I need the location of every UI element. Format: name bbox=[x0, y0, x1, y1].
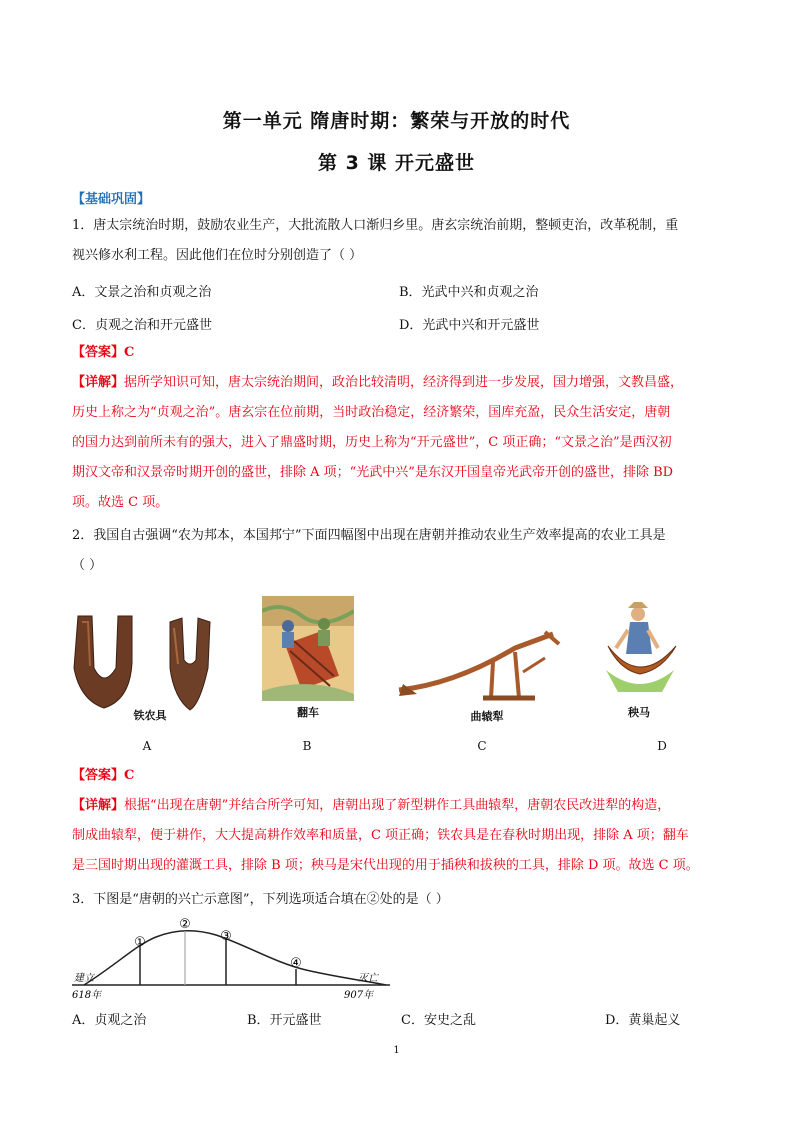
letter-b: B bbox=[302, 739, 312, 753]
q1-detail-line-1 bbox=[72, 370, 732, 396]
q1-option-a: A．文景之治和贞观之治 bbox=[72, 285, 212, 300]
answer-label: 【答案】 bbox=[72, 345, 125, 360]
lesson-title: 第 3 课 开元盛世 bbox=[317, 152, 476, 174]
q2-detail-line-3: 是三国时期出现的灌溉工具，排除 B 项；秧马是宋代出现的用于插秧和拔秧的工具，排除 D 项。故选 C 项。 bbox=[72, 858, 699, 873]
q2-detail-line-1 bbox=[72, 793, 732, 819]
q2-line-1: 2．我国自古强调“农为邦本，本国邦宁”下面四幅图中出现在唐朝并推动农业生产效率提高的农业工具是 bbox=[72, 528, 666, 543]
q1-option-b: B．光武中兴和贞观之治 bbox=[399, 285, 539, 300]
q3-line-1: 3．下图是“唐朝的兴亡示意图”，下列选项适合填在②处的是（ ） bbox=[72, 892, 449, 907]
tang-rise-fall-diagram bbox=[66, 915, 396, 1005]
marker-1: ① bbox=[134, 935, 146, 950]
q3-option-d: D．黄巢起义 bbox=[605, 1013, 681, 1028]
q1-line-2: 视兴修水利工程。因此他们在位时分别创造了（ ） bbox=[72, 248, 363, 263]
q3-option-a: A．贞观之治 bbox=[72, 1013, 147, 1028]
seedling-horse-image bbox=[602, 600, 678, 700]
iron-tools-image bbox=[70, 608, 230, 713]
letter-c: C bbox=[477, 739, 487, 753]
marker-2: ② bbox=[179, 917, 191, 932]
q1-detail-line-4: 期汉文帝和汉景帝时期开创的盛世，排除 A 项；“光武中兴”是东汉开国皇帝光武帝开创的盛世，排除 BD bbox=[72, 465, 674, 480]
letter-d: D bbox=[657, 739, 667, 753]
end-year: 907年 bbox=[344, 990, 374, 1001]
answer-value: C bbox=[124, 768, 135, 783]
section-label: 【基础巩固】 bbox=[72, 192, 151, 207]
q1-detail-line-3: 的国力达到前所未有的强大，进入了鼎盛时期，历史上称为“开元盛世”，C 项正确；“文景之治”是西汉初 bbox=[72, 435, 672, 450]
q1-option-d: D．光武中兴和开元盛世 bbox=[399, 318, 540, 333]
trend-curve bbox=[84, 931, 386, 985]
q2-line-2: （ ） bbox=[72, 558, 103, 573]
end-label: 灭亡 bbox=[358, 973, 378, 984]
page-number: 1 bbox=[393, 1045, 400, 1056]
q1-line-1: 1．唐太宗统治时期，鼓励农业生产，大批流散人口渐归乡里。唐玄宗统治前期，整顿吏治，改革税制，重 bbox=[72, 218, 679, 233]
detail-label: 【详解】 bbox=[72, 798, 125, 813]
q3-option-c: C．安史之乱 bbox=[401, 1013, 476, 1028]
q1-option-c: C．贞观之治和开元盛世 bbox=[72, 318, 212, 333]
unit-title: 第一单元 隋唐时期：繁荣与开放的时代 bbox=[222, 110, 571, 132]
start-year: 618年 bbox=[72, 990, 102, 1001]
answer-label: 【答案】 bbox=[72, 768, 125, 783]
marker-4: ④ bbox=[290, 956, 302, 971]
caption-a: 铁农具 bbox=[133, 709, 167, 722]
detail-text: 根据“出现在唐朝”并结合所学可知，唐朝出现了新型耕作工具曲辕犁，唐朝农民改进犁的构造， bbox=[124, 798, 671, 813]
water-wheel-image bbox=[262, 596, 354, 701]
q1-answer bbox=[72, 340, 134, 366]
caption-d: 秧马 bbox=[628, 706, 650, 719]
curved-plow-image bbox=[395, 628, 565, 708]
detail-label: 【详解】 bbox=[72, 375, 125, 390]
q3-option-b: B．开元盛世 bbox=[247, 1013, 322, 1028]
detail-text: 据所学知识可知，唐太宗统治期间，政治比较清明，经济得到进一步发展，国力增强，文教昌盛， bbox=[124, 375, 684, 390]
caption-b: 翻车 bbox=[297, 706, 319, 719]
start-label: 建立 bbox=[74, 973, 94, 984]
letter-a: A bbox=[142, 739, 152, 753]
q2-detail-line-2: 制成曲辕犁，便于耕作，大大提高耕作效率和质量，C 项正确；铁农具是在春秋时期出现，排除 A 项；翻车 bbox=[72, 828, 689, 843]
q1-detail-line-5: 项。故选 C 项。 bbox=[72, 495, 169, 510]
q1-detail-line-2: 历史上称之为“贞观之治”。唐玄宗在位前期，当时政治稳定，经济繁荣，国库充盈，民众生活安定，唐朝 bbox=[72, 405, 671, 420]
answer-value: C bbox=[124, 345, 135, 360]
q2-answer bbox=[72, 763, 134, 789]
marker-3: ③ bbox=[220, 929, 232, 944]
caption-c: 曲辕犁 bbox=[470, 710, 504, 723]
